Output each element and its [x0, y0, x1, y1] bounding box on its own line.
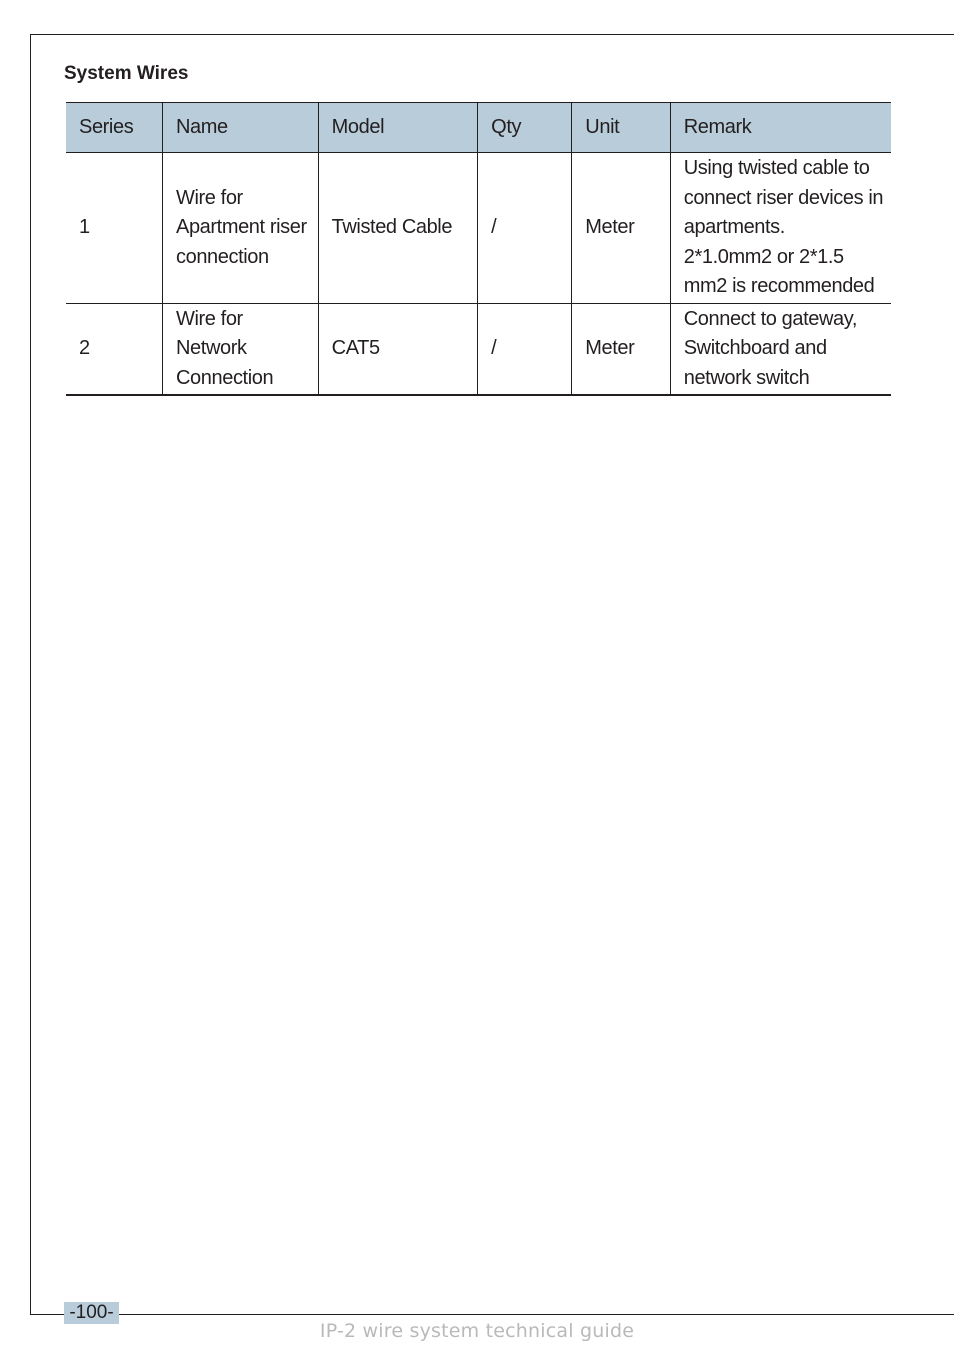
section-title: System Wires: [64, 63, 189, 84]
page-frame-bottom-rule: [30, 1314, 954, 1315]
cell-name-line: Connection: [176, 366, 274, 389]
table-row: [66, 153, 891, 304]
header-name: Name: [163, 103, 319, 153]
footer-document-title: IP-2 wire system technical guide: [319, 1320, 635, 1342]
cell-name-line: Apartment riser: [176, 216, 307, 239]
cell-unit: Meter: [572, 304, 670, 395]
cell-remark: [670, 304, 891, 395]
header-qty: Qty: [478, 103, 572, 153]
cell-series: 1: [79, 216, 90, 239]
page-frame-left-rule: [30, 34, 31, 1315]
header-unit: Unit: [572, 103, 670, 153]
table-row: [66, 304, 891, 395]
cell-name-line: connection: [176, 245, 269, 268]
cell-qty: /: [478, 304, 572, 395]
system-wires-table: [66, 102, 891, 396]
cell-name: [163, 153, 319, 304]
page-frame-top-rule: [30, 34, 954, 35]
cell-remark-paragraph: Using twisted cable to connect riser devices in apartments.: [683, 157, 884, 239]
cell-unit: Meter: [572, 153, 670, 304]
header-series: Series: [79, 115, 134, 138]
cell-name-line: Wire for: [176, 186, 243, 209]
cell-model: CAT5: [318, 304, 478, 395]
cell-name: [163, 304, 319, 395]
header-model: Model: [318, 103, 478, 153]
table-header-row: [66, 103, 891, 153]
cell-model: Twisted Cable: [318, 153, 478, 304]
cell-name-line: Wire for Network: [176, 307, 247, 359]
cell-series: 2: [79, 337, 90, 359]
header-remark: Remark: [670, 103, 891, 153]
cell-remark-paragraph: Connect to gateway, Switchboard and network switch: [683, 307, 857, 389]
page-number: -100-: [64, 1302, 119, 1324]
cell-remark-paragraph: 2*1.0mm2 or 2*1.5 mm2 is recommended: [683, 245, 875, 298]
cell-remark: [670, 153, 891, 304]
cell-qty: /: [478, 153, 572, 304]
